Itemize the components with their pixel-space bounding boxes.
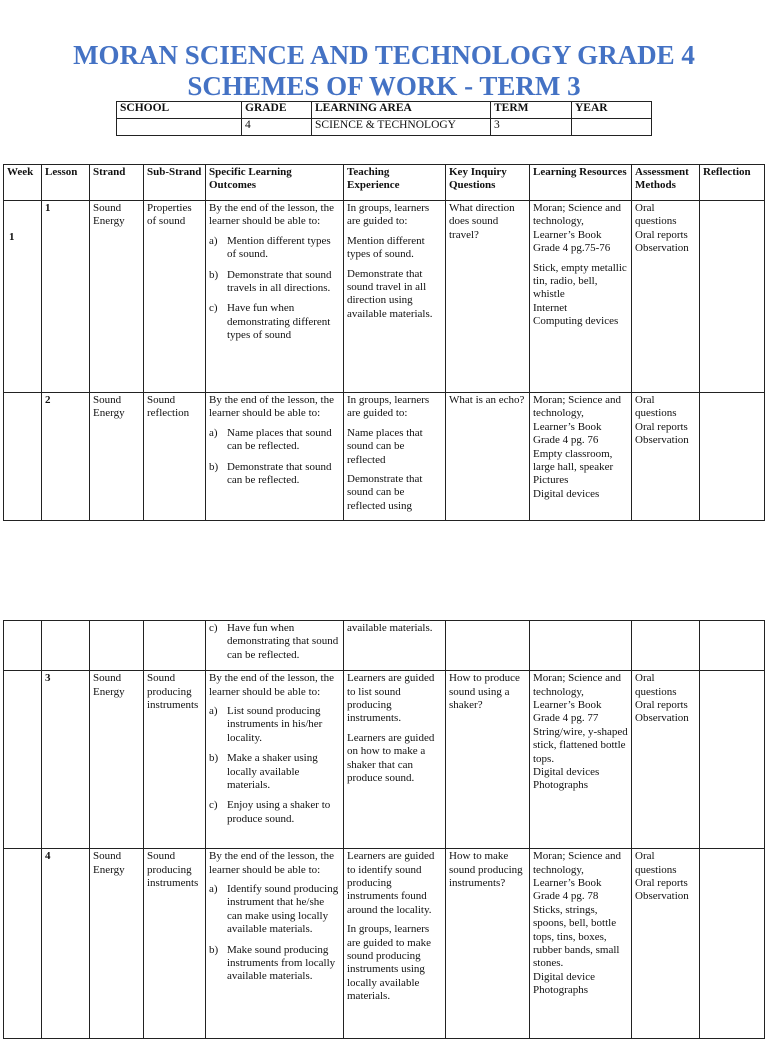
experience-cell: available materials.: [344, 621, 446, 671]
experience-cell: In groups, learners are guided to: Name places that sound can be reflected Demonstrate that sound can be reflected using: [344, 393, 446, 521]
outcomes-cell: [206, 201, 344, 393]
outcome-item: a) Identify sound producing instrument that he/she can make using locally available materials.: [209, 883, 339, 936]
strand-cell: Sound Energy: [90, 849, 144, 1039]
col-header-questions: Key Inquiry Questions: [446, 165, 530, 201]
strand-cell: Sound Energy: [90, 671, 144, 849]
info-value-grade: 4: [242, 119, 312, 136]
experience-cell: In groups, learners are guided to: Mention different types of sound. Demonstrate that sound travel in all direction using available materials.: [344, 201, 446, 393]
table-header-row: [4, 165, 765, 201]
outcome-item: b) Demonstrate that sound can be reflected.: [209, 460, 332, 487]
outcome-item: b) Make sound producing instruments from locally available materials.: [209, 943, 336, 983]
info-value-row: [117, 119, 652, 136]
outcome-intro: By the end of the lesson, the learner should be able to:: [209, 672, 334, 698]
resources-cell: Moran; Science and technology, Learner’s Book Grade 4 pg. 77 String/wire, y-shaped stick, flattened bottle tops. Digital devices Photographs: [530, 671, 632, 849]
experience-cell: Learners are guided to list sound producing instruments. Learners are guided on how to make a shaker that can produce sound.: [344, 671, 446, 849]
outcome-intro: By the end of the lesson, the learner should be able to:: [209, 202, 334, 228]
assessment-cell: Oral questions Oral reports Observation: [632, 849, 700, 1039]
outcome-item: c) Have fun when demonstrating different types of sound: [209, 302, 331, 342]
assessment-cell: [632, 621, 700, 671]
assessment-cell: Oral questions Oral reports Observation: [632, 393, 700, 521]
info-header-school: SCHOOL: [117, 102, 242, 119]
resources-cell: Moran; Science and technology, Learner’s Book Grade 4 pg.75-76 Stick, empty metallic tin, radio, bell, whistle Internet Computing devices: [530, 201, 632, 393]
col-header-resources: Learning Resources: [530, 165, 632, 201]
lesson-cell: [42, 621, 90, 671]
info-value-school: [117, 119, 242, 136]
table-row: [4, 671, 765, 849]
reflection-cell: [700, 201, 765, 393]
question-cell: How to make sound producing instruments?: [446, 849, 530, 1039]
assessment-cell: Oral questions Oral reports Observation: [632, 671, 700, 849]
info-header-row: [117, 102, 652, 119]
substrand-cell: Sound producing instruments: [144, 849, 206, 1039]
resources-cell: Moran; Science and technology, Learner’s Book Grade 4 pg. 78 Sticks, strings, spoons, bell, bottle tops, tins, boxes, rubber bands, small stones. Digital device Photographs: [530, 849, 632, 1039]
col-header-outcomes: Specific Learning Outcomes: [206, 165, 344, 201]
outcome-item: b) Demonstrate that sound travels in all directions.: [209, 268, 332, 295]
strand-cell: Sound Energy: [90, 393, 144, 521]
question-cell: [446, 621, 530, 671]
reflection-cell: [700, 621, 765, 671]
table-row: [4, 393, 765, 521]
col-header-experience: Teaching Experience: [344, 165, 446, 201]
table-row: [4, 201, 765, 393]
outcome-intro: By the end of the lesson, the learner should be able to:: [209, 394, 334, 420]
table-row: [4, 621, 765, 671]
resources-cell: Moran; Science and technology, Learner’s Book Grade 4 pg. 76 Empty classroom, large hall, speaker Pictures Digital devices: [530, 393, 632, 521]
col-header-week: Week: [4, 165, 42, 201]
lesson-cell: 2: [42, 393, 90, 521]
col-header-strand: Strand: [90, 165, 144, 201]
scheme-table-page2: [3, 620, 765, 1039]
assessment-cell: Oral questions Oral reports Observation: [632, 201, 700, 393]
week-cell: [4, 621, 42, 671]
outcomes-cell: [206, 671, 344, 849]
col-header-reflection: Reflection: [700, 165, 765, 201]
outcomes-cell: [206, 849, 344, 1039]
info-value-year: [572, 119, 652, 136]
outcome-intro: By the end of the lesson, the learner should be able to:: [209, 850, 334, 876]
info-value-term: 3: [491, 119, 572, 136]
outcome-item: a) Mention different types of sound.: [209, 234, 331, 261]
info-value-learning-area: SCIENCE & TECHNOLOGY: [312, 119, 491, 136]
info-header-term: TERM: [491, 102, 572, 119]
reflection-cell: [700, 671, 765, 849]
resources-cell: [530, 621, 632, 671]
col-header-assessment: Assessment Methods: [632, 165, 700, 201]
question-cell: What is an echo?: [446, 393, 530, 521]
info-header-year: YEAR: [572, 102, 652, 119]
substrand-cell: [144, 621, 206, 671]
question-cell: What direction does sound travel?: [446, 201, 530, 393]
week-cell: [4, 393, 42, 521]
col-header-lesson: Lesson: [42, 165, 90, 201]
info-header-grade: GRADE: [242, 102, 312, 119]
experience-cell: Learners are guided to identify sound producing instruments found around the locality. In groups, learners are guided to make sound producing instruments using locally available materials.: [344, 849, 446, 1039]
outcomes-cell: [206, 393, 344, 521]
strand-cell: [90, 621, 144, 671]
strand-cell: Sound Energy: [90, 201, 144, 393]
substrand-cell: Sound reflection: [144, 393, 206, 521]
outcomes-cell: [206, 621, 344, 671]
week-cell: [4, 671, 42, 849]
scheme-table-page1: [3, 164, 765, 521]
page-subtitle: SCHEMES OF WORK - TERM 3: [187, 71, 581, 101]
week-cell: [4, 849, 42, 1039]
table-row: [4, 849, 765, 1039]
page-title: MORAN SCIENCE AND TECHNOLOGY GRADE 4: [73, 40, 695, 70]
outcome-item: c) Enjoy using a shaker to produce sound.: [209, 799, 331, 825]
question-cell: How to produce sound using a shaker?: [446, 671, 530, 849]
lesson-cell: 3: [42, 671, 90, 849]
lesson-cell: 4: [42, 849, 90, 1039]
substrand-cell: Sound producing instruments: [144, 671, 206, 849]
outcome-item: a) List sound producing instruments in his/her locality.: [209, 705, 323, 744]
col-header-substrand: Sub-Strand: [144, 165, 206, 201]
info-header-learning-area: LEARNING AREA: [312, 102, 491, 119]
reflection-cell: [700, 393, 765, 521]
outcome-item: c) Have fun when demonstrating that sound can be reflected.: [209, 622, 339, 661]
school-info-table: [116, 101, 652, 136]
reflection-cell: [700, 849, 765, 1039]
outcome-item: b) Make a shaker using locally available materials.: [209, 752, 318, 792]
week-number: 1: [9, 231, 15, 243]
substrand-cell: Properties of sound: [144, 201, 206, 393]
outcome-item: a) Name places that sound can be reflected.: [209, 426, 332, 453]
week-cell: [4, 201, 42, 393]
lesson-cell: 1: [42, 201, 90, 393]
